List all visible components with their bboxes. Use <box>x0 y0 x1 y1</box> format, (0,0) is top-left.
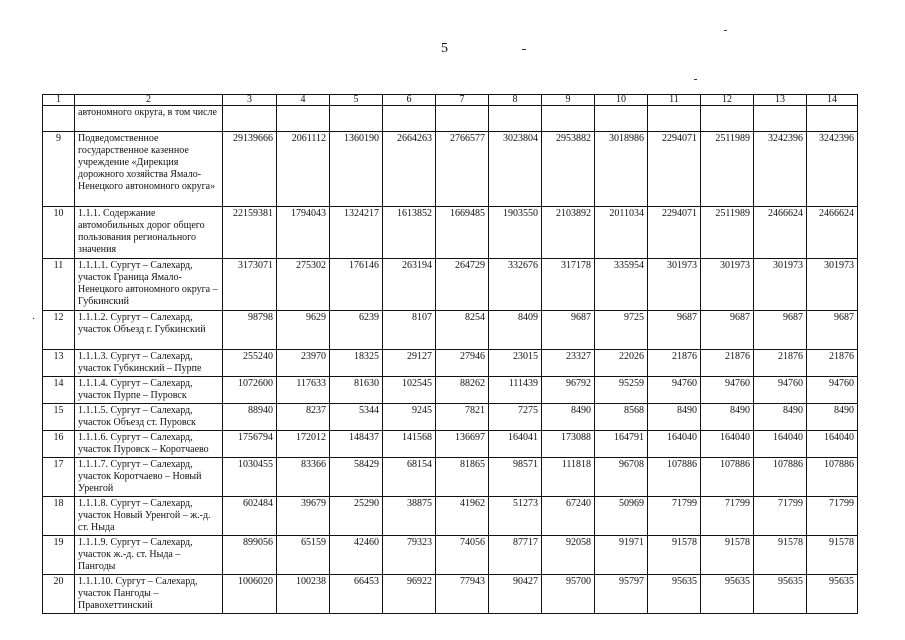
value-cell: 2103892 <box>542 207 595 259</box>
value-cell: 71799 <box>701 497 754 536</box>
header-cell: 11 <box>648 95 701 106</box>
value-cell: 301973 <box>754 259 807 311</box>
value-cell: 8490 <box>542 404 595 431</box>
value-cell: 176146 <box>330 259 383 311</box>
value-cell <box>648 106 701 132</box>
value-cell: 38875 <box>383 497 436 536</box>
header-cell: 8 <box>489 95 542 106</box>
row-label: 1.1.1.9. Сургут – Салехард, участок ж.-д. ст. Ныда – Пангоды <box>75 536 223 575</box>
value-cell: 94760 <box>648 377 701 404</box>
value-cell: 111818 <box>542 458 595 497</box>
value-cell: 2294071 <box>648 132 701 207</box>
value-cell: 92058 <box>542 536 595 575</box>
value-cell: 9687 <box>701 311 754 350</box>
value-cell: 332676 <box>489 259 542 311</box>
value-cell: 5344 <box>330 404 383 431</box>
table-row <box>43 106 858 132</box>
value-cell: 102545 <box>383 377 436 404</box>
value-cell: 21876 <box>807 350 858 377</box>
value-cell: 50969 <box>595 497 648 536</box>
value-cell <box>277 106 330 132</box>
table-row <box>43 311 858 350</box>
value-cell: 22159381 <box>223 207 277 259</box>
row-label: 1.1.1.7. Сургут – Салехард, участок Коротчаево – Новый Уренгой <box>75 458 223 497</box>
value-cell: 95635 <box>754 575 807 614</box>
value-cell <box>807 106 858 132</box>
value-cell: 164040 <box>701 431 754 458</box>
row-label: 1.1.1.3. Сургут – Салехард, участок Губкинский – Пурпе <box>75 350 223 377</box>
value-cell: 91578 <box>807 536 858 575</box>
value-cell: 2466624 <box>807 207 858 259</box>
value-cell: 164791 <box>595 431 648 458</box>
row-label: 1.1.1.4. Сургут – Салехард, участок Пурпе – Пуровск <box>75 377 223 404</box>
header-cell: 9 <box>542 95 595 106</box>
header-cell: 14 <box>807 95 858 106</box>
value-cell: 136697 <box>436 431 489 458</box>
row-label: 1.1.1.6. Сургут – Салехард, участок Пуровск – Коротчаево <box>75 431 223 458</box>
value-cell: 91971 <box>595 536 648 575</box>
table-row <box>43 377 858 404</box>
value-cell: 71799 <box>807 497 858 536</box>
value-cell: 95635 <box>648 575 701 614</box>
row-number: 17 <box>43 458 75 497</box>
value-cell: 2511989 <box>701 132 754 207</box>
value-cell: 66453 <box>330 575 383 614</box>
value-cell: 8490 <box>648 404 701 431</box>
value-cell: 25290 <box>330 497 383 536</box>
table-row <box>43 536 858 575</box>
header-cell: 7 <box>436 95 489 106</box>
row-number: 13 <box>43 350 75 377</box>
value-cell: 23327 <box>542 350 595 377</box>
value-cell: 107886 <box>701 458 754 497</box>
value-cell: 77943 <box>436 575 489 614</box>
row-label: автономного округа, в том числе <box>75 106 223 132</box>
row-number: 9 <box>43 132 75 207</box>
value-cell: 2061112 <box>277 132 330 207</box>
value-cell: 68154 <box>383 458 436 497</box>
value-cell: 100238 <box>277 575 330 614</box>
value-cell: 7275 <box>489 404 542 431</box>
value-cell: 96708 <box>595 458 648 497</box>
value-cell: 91578 <box>648 536 701 575</box>
value-cell: 27946 <box>436 350 489 377</box>
value-cell: 65159 <box>277 536 330 575</box>
value-cell: 9687 <box>648 311 701 350</box>
value-cell <box>330 106 383 132</box>
value-cell: 95635 <box>807 575 858 614</box>
page-number: 5 <box>441 41 448 56</box>
header-cell: 6 <box>383 95 436 106</box>
row-label: 1.1.1.1. Сургут – Салехард, участок Граница Ямало-Ненецкого автономного округа – Губкинский <box>75 259 223 311</box>
value-cell: 8254 <box>436 311 489 350</box>
value-cell: 2511989 <box>701 207 754 259</box>
row-number: 11 <box>43 259 75 311</box>
table-row <box>43 404 858 431</box>
scan-mark: · <box>32 314 36 325</box>
value-cell <box>383 106 436 132</box>
value-cell: 107886 <box>807 458 858 497</box>
value-cell <box>754 106 807 132</box>
row-number: 14 <box>43 377 75 404</box>
header-cell: 2 <box>75 95 223 106</box>
value-cell: 8490 <box>754 404 807 431</box>
row-number: 18 <box>43 497 75 536</box>
value-cell: 263194 <box>383 259 436 311</box>
value-cell: 301973 <box>701 259 754 311</box>
value-cell: 91578 <box>701 536 754 575</box>
value-cell: 96792 <box>542 377 595 404</box>
value-cell: 58429 <box>330 458 383 497</box>
value-cell: 1903550 <box>489 207 542 259</box>
value-cell: 2766577 <box>436 132 489 207</box>
value-cell: 275302 <box>277 259 330 311</box>
value-cell: 71799 <box>754 497 807 536</box>
value-cell: 301973 <box>807 259 858 311</box>
value-cell: 21876 <box>648 350 701 377</box>
value-cell: 1756794 <box>223 431 277 458</box>
value-cell: 8409 <box>489 311 542 350</box>
value-cell: 1669485 <box>436 207 489 259</box>
value-cell: 1030455 <box>223 458 277 497</box>
value-cell: 164041 <box>489 431 542 458</box>
value-cell: 95797 <box>595 575 648 614</box>
value-cell: 317178 <box>542 259 595 311</box>
value-cell: 2466624 <box>754 207 807 259</box>
value-cell: 3173071 <box>223 259 277 311</box>
value-cell: 107886 <box>754 458 807 497</box>
value-cell: 3018986 <box>595 132 648 207</box>
row-label: 1.1.1.5. Сургут – Салехард, участок Объезд ст. Пуровск <box>75 404 223 431</box>
value-cell: 98798 <box>223 311 277 350</box>
value-cell <box>542 106 595 132</box>
value-cell: 9629 <box>277 311 330 350</box>
data-table <box>42 94 858 614</box>
value-cell: 164040 <box>754 431 807 458</box>
value-cell: 7821 <box>436 404 489 431</box>
value-cell: 88262 <box>436 377 489 404</box>
value-cell <box>701 106 754 132</box>
row-number: 12 <box>43 311 75 350</box>
value-cell: 18325 <box>330 350 383 377</box>
value-cell: 21876 <box>754 350 807 377</box>
value-cell: 71799 <box>648 497 701 536</box>
value-cell: 87717 <box>489 536 542 575</box>
row-label: 1.1.1.10. Сургут – Салехард, участок Пангоды – Правохеттинский <box>75 575 223 614</box>
row-label: 1.1.1.8. Сургут – Салехард, участок Новый Уренгой – ж.-д. ст. Ныда <box>75 497 223 536</box>
value-cell: 23015 <box>489 350 542 377</box>
value-cell: 9245 <box>383 404 436 431</box>
value-cell: 117633 <box>277 377 330 404</box>
value-cell: 1006020 <box>223 575 277 614</box>
value-cell: 90427 <box>489 575 542 614</box>
value-cell: 164040 <box>807 431 858 458</box>
value-cell <box>595 106 648 132</box>
header-cell: 3 <box>223 95 277 106</box>
value-cell <box>436 106 489 132</box>
value-cell: 81630 <box>330 377 383 404</box>
value-cell: 2664263 <box>383 132 436 207</box>
scan-mark <box>694 79 697 80</box>
value-cell: 95700 <box>542 575 595 614</box>
value-cell: 81865 <box>436 458 489 497</box>
header-cell: 1 <box>43 95 75 106</box>
value-cell: 29139666 <box>223 132 277 207</box>
value-cell: 1360190 <box>330 132 383 207</box>
table-row <box>43 132 858 207</box>
value-cell: 95259 <box>595 377 648 404</box>
value-cell: 29127 <box>383 350 436 377</box>
value-cell <box>223 106 277 132</box>
value-cell: 42460 <box>330 536 383 575</box>
scan-mark <box>724 30 727 31</box>
value-cell: 8490 <box>807 404 858 431</box>
value-cell: 9725 <box>595 311 648 350</box>
value-cell: 1794043 <box>277 207 330 259</box>
value-cell: 96922 <box>383 575 436 614</box>
value-cell: 264729 <box>436 259 489 311</box>
header-cell: 13 <box>754 95 807 106</box>
value-cell: 164040 <box>648 431 701 458</box>
value-cell: 83366 <box>277 458 330 497</box>
value-cell: 335954 <box>595 259 648 311</box>
row-label: Подведомственное государственное казенное учреждение «Дирекция дорожного хозяйства Ямало-Ненецкого автономного округа» <box>75 132 223 207</box>
value-cell: 22026 <box>595 350 648 377</box>
value-cell: 74056 <box>436 536 489 575</box>
value-cell: 107886 <box>648 458 701 497</box>
row-number <box>43 106 75 132</box>
value-cell: 39679 <box>277 497 330 536</box>
value-cell: 94760 <box>754 377 807 404</box>
value-cell: 21876 <box>701 350 754 377</box>
value-cell: 173088 <box>542 431 595 458</box>
row-number: 20 <box>43 575 75 614</box>
value-cell: 94760 <box>701 377 754 404</box>
row-number: 19 <box>43 536 75 575</box>
row-label: 1.1.1.2. Сургут – Салехард, участок Объезд г. Губкинский <box>75 311 223 350</box>
value-cell: 88940 <box>223 404 277 431</box>
value-cell: 3242396 <box>807 132 858 207</box>
table-row <box>43 458 858 497</box>
value-cell: 79323 <box>383 536 436 575</box>
value-cell: 9687 <box>542 311 595 350</box>
value-cell: 2294071 <box>648 207 701 259</box>
value-cell: 8490 <box>701 404 754 431</box>
value-cell: 301973 <box>648 259 701 311</box>
header-cell: 4 <box>277 95 330 106</box>
value-cell: 98571 <box>489 458 542 497</box>
table-row <box>43 207 858 259</box>
value-cell: 255240 <box>223 350 277 377</box>
value-cell: 3242396 <box>754 132 807 207</box>
value-cell: 1072600 <box>223 377 277 404</box>
header-cell: 10 <box>595 95 648 106</box>
table-row <box>43 259 858 311</box>
value-cell: 8568 <box>595 404 648 431</box>
value-cell: 9687 <box>754 311 807 350</box>
row-number: 16 <box>43 431 75 458</box>
value-cell <box>489 106 542 132</box>
value-cell: 899056 <box>223 536 277 575</box>
value-cell: 8237 <box>277 404 330 431</box>
value-cell: 23970 <box>277 350 330 377</box>
value-cell: 51273 <box>489 497 542 536</box>
scan-mark <box>522 49 526 50</box>
value-cell: 91578 <box>754 536 807 575</box>
header-row <box>43 95 858 106</box>
value-cell: 9687 <box>807 311 858 350</box>
value-cell: 2953882 <box>542 132 595 207</box>
header-cell: 5 <box>330 95 383 106</box>
value-cell: 1324217 <box>330 207 383 259</box>
table-row <box>43 350 858 377</box>
value-cell: 94760 <box>807 377 858 404</box>
value-cell: 1613852 <box>383 207 436 259</box>
row-number: 10 <box>43 207 75 259</box>
header-cell: 12 <box>701 95 754 106</box>
value-cell: 111439 <box>489 377 542 404</box>
table-row <box>43 575 858 614</box>
value-cell: 8107 <box>383 311 436 350</box>
row-label: 1.1.1. Содержание автомобильных дорог общего пользования регионального значения <box>75 207 223 259</box>
value-cell: 148437 <box>330 431 383 458</box>
value-cell: 6239 <box>330 311 383 350</box>
value-cell: 41962 <box>436 497 489 536</box>
value-cell: 67240 <box>542 497 595 536</box>
row-number: 15 <box>43 404 75 431</box>
table-row <box>43 431 858 458</box>
value-cell: 172012 <box>277 431 330 458</box>
value-cell: 95635 <box>701 575 754 614</box>
table-row <box>43 497 858 536</box>
value-cell: 141568 <box>383 431 436 458</box>
value-cell: 602484 <box>223 497 277 536</box>
value-cell: 3023804 <box>489 132 542 207</box>
value-cell: 2011034 <box>595 207 648 259</box>
